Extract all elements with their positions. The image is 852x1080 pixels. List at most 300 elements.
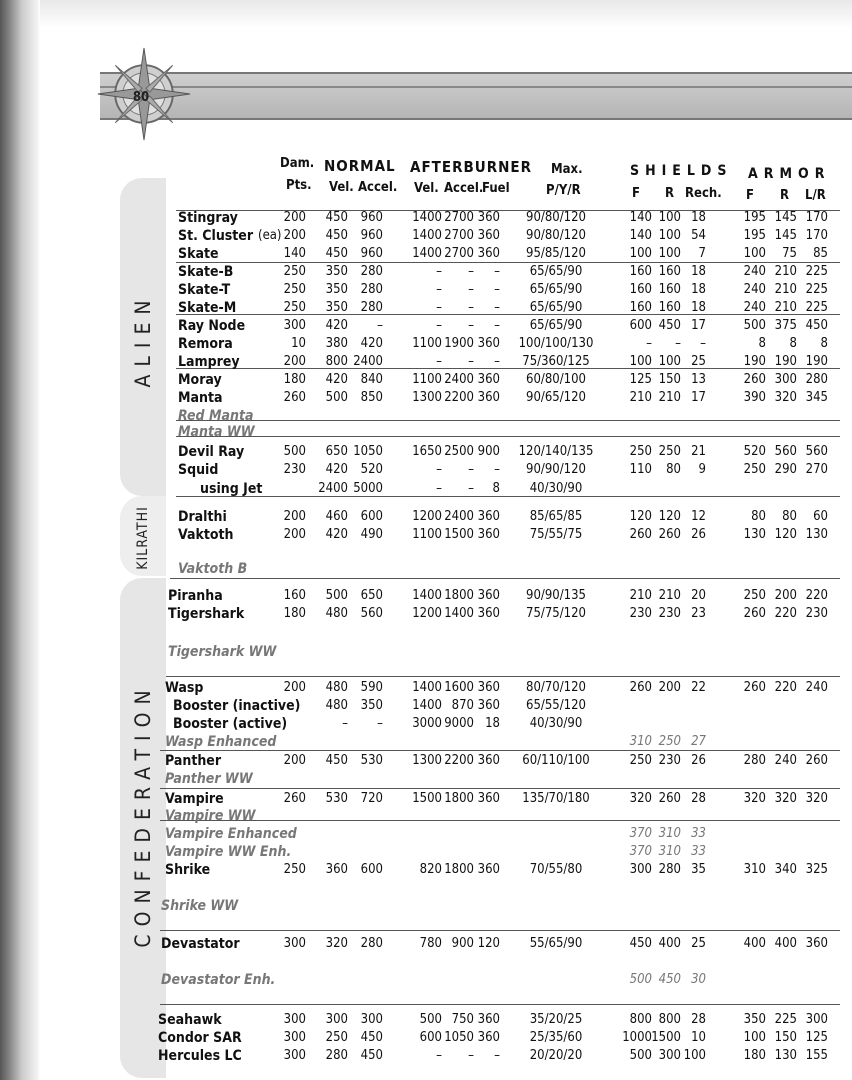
cell-vel: 650	[325, 444, 348, 459]
cell-ar: 190	[774, 354, 797, 369]
cell-af: 180	[743, 1048, 766, 1063]
cell-rech: 13	[691, 372, 706, 387]
cell-sf: 320	[629, 791, 652, 806]
cell-dam: 300	[283, 318, 306, 333]
ship-name: Wasp	[165, 680, 204, 696]
cell-sr: 280	[658, 862, 681, 877]
cell-vel: 530	[325, 791, 348, 806]
cell-af: 390	[743, 390, 766, 405]
cell-acc: 280	[360, 282, 383, 297]
cell-fuel: –	[494, 462, 500, 477]
cell-acc: 490	[360, 527, 383, 542]
cell-dam: 300	[283, 936, 306, 951]
cell-ar: 560	[774, 444, 797, 459]
ship-name: Manta	[178, 390, 223, 406]
cell-vel: 360	[325, 862, 348, 877]
cell-acc: 850	[360, 390, 383, 405]
cell-vel: 350	[325, 282, 348, 297]
ship-name: Shrike	[165, 862, 211, 878]
cell-vel: 420	[325, 318, 348, 333]
cell-abv: 1650	[412, 444, 442, 459]
cell-dam: 200	[283, 509, 306, 524]
section-label-alien: ALIEN	[131, 292, 155, 388]
cell-acc: 2400	[353, 354, 383, 369]
cell-abv: 3000	[412, 716, 442, 731]
cell-af: 130	[743, 527, 766, 542]
cell-max: 65/55/120	[526, 698, 586, 713]
cell-ar: 400	[774, 936, 797, 951]
cell-alr: 345	[805, 390, 828, 405]
header-bar	[100, 72, 852, 120]
cell-af: 400	[743, 936, 766, 951]
cell-fuel: –	[494, 1048, 500, 1063]
ship-name: Vampire Enhanced	[165, 826, 297, 842]
cell-alr: 280	[805, 372, 828, 387]
cell-dam: 180	[283, 372, 306, 387]
cell-fuel: 360	[477, 336, 500, 351]
cell-af: 320	[743, 791, 766, 806]
cell-rech: 12	[691, 509, 706, 524]
cell-ar: 220	[774, 680, 797, 695]
cell-abv: 1400	[412, 210, 442, 225]
cell-abv: 1300	[412, 753, 442, 768]
cell-acc: 280	[360, 936, 383, 951]
cell-dam: 200	[283, 680, 306, 695]
cell-aba: 2700	[444, 246, 474, 261]
cell-sr: 210	[658, 390, 681, 405]
cell-acc: 5000	[353, 481, 383, 496]
cell-aba: 1500	[444, 527, 474, 542]
cell-aba: 1800	[444, 791, 474, 806]
cell-vel: 500	[325, 390, 348, 405]
ship-name: Condor SAR	[158, 1030, 242, 1046]
cell-acc: 960	[360, 210, 383, 225]
cell-sr: 100	[658, 228, 681, 243]
cell-sr: 200	[658, 680, 681, 695]
cell-rech: 22	[691, 680, 706, 695]
cell-af: 280	[743, 753, 766, 768]
cell-max: 60/110/100	[522, 753, 590, 768]
row-divider	[176, 496, 840, 497]
cell-fuel: 900	[477, 444, 500, 459]
col-shield-f-header: F	[632, 186, 640, 201]
cell-rech: 27	[691, 734, 706, 749]
cell-fuel: 360	[477, 228, 500, 243]
cell-af: 240	[743, 264, 766, 279]
cell-dam: 300	[283, 1048, 306, 1063]
cell-abv: 500	[419, 1012, 442, 1027]
col-pts-header: Pts.	[286, 178, 312, 193]
cell-rech: 25	[691, 354, 706, 369]
ship-name: Wasp Enhanced	[165, 734, 277, 750]
row-divider	[160, 1004, 840, 1005]
cell-fuel: 360	[477, 791, 500, 806]
cell-sr: 210	[658, 588, 681, 603]
cell-ar: 300	[774, 372, 797, 387]
cell-alr: 450	[805, 318, 828, 333]
cell-abv: 1500	[412, 791, 442, 806]
cell-aba: 9000	[444, 716, 474, 731]
cell-sf: 250	[629, 753, 652, 768]
cell-max: 60/80/100	[526, 372, 586, 387]
cell-dam: 10	[291, 336, 306, 351]
cell-aba: 1800	[444, 862, 474, 877]
cell-max: 65/65/90	[529, 264, 583, 279]
cell-af: 350	[743, 1012, 766, 1027]
cell-sf: 300	[629, 862, 652, 877]
cell-dam: 180	[283, 606, 306, 621]
cell-rech: 54	[691, 228, 706, 243]
cell-aba: 2200	[444, 753, 474, 768]
cell-af: 500	[743, 318, 766, 333]
cell-sf: 160	[629, 300, 652, 315]
ship-name: Ray Node	[178, 318, 246, 334]
cell-rech: 23	[691, 606, 706, 621]
cell-acc: 280	[360, 300, 383, 315]
cell-sf: 450	[629, 936, 652, 951]
cell-rech: –	[700, 336, 706, 351]
cell-acc: 720	[360, 791, 383, 806]
cell-vel: 450	[325, 210, 348, 225]
cell-fuel: 360	[477, 753, 500, 768]
cell-aba: 900	[451, 936, 474, 951]
cell-fuel: 360	[477, 372, 500, 387]
cell-sf: 230	[629, 606, 652, 621]
cell-abv: –	[436, 264, 442, 279]
cell-vel: 450	[325, 753, 348, 768]
cell-max: 65/65/90	[529, 318, 583, 333]
section-label-kilrathi: KILRATHI	[135, 506, 151, 570]
cell-dam: 140	[283, 246, 306, 261]
cell-max: 65/65/90	[529, 282, 583, 297]
cell-fuel: 360	[477, 509, 500, 524]
cell-sr: 800	[658, 1012, 681, 1027]
cell-dam: 260	[283, 390, 306, 405]
cell-fuel: 360	[477, 1030, 500, 1045]
cell-fuel: 360	[477, 588, 500, 603]
cell-acc: 560	[360, 606, 383, 621]
cell-sf: 370	[629, 826, 652, 841]
cell-vel: 480	[325, 606, 348, 621]
cell-sr: 310	[658, 844, 681, 859]
ship-name: Remora	[178, 336, 233, 352]
cell-sf: 260	[629, 680, 652, 695]
cell-alr: 8	[820, 336, 828, 351]
cell-vel: 280	[325, 1048, 348, 1063]
cell-aba: –	[468, 1048, 474, 1063]
cell-dam: 500	[283, 444, 306, 459]
cell-abv: 1200	[412, 606, 442, 621]
cell-dam: 260	[283, 791, 306, 806]
cell-ar: 75	[782, 246, 797, 261]
ship-name: Panther	[165, 753, 222, 769]
cell-sf: 370	[629, 844, 652, 859]
cell-acc: 280	[360, 264, 383, 279]
cell-alr: 225	[805, 282, 828, 297]
cell-af: 260	[743, 372, 766, 387]
cell-sf: 160	[629, 282, 652, 297]
cell-dam: 250	[283, 264, 306, 279]
cell-aba: 2400	[444, 509, 474, 524]
ship-name: Hercules LC	[158, 1048, 242, 1064]
section-label-confederation: CONFEDERATION	[131, 682, 155, 948]
cell-alr: 190	[805, 354, 828, 369]
cell-dam: 200	[283, 753, 306, 768]
col-shield-r-header: R	[665, 186, 675, 201]
cell-sr: 450	[658, 318, 681, 333]
cell-rech: 35	[691, 862, 706, 877]
ship-name: Moray	[178, 372, 222, 388]
cell-max: 40/30/90	[529, 716, 583, 731]
cell-sr: 250	[658, 444, 681, 459]
cell-abv: 820	[419, 862, 442, 877]
col-armor-f-header: F	[746, 188, 754, 203]
cell-max: 20/20/20	[529, 1048, 583, 1063]
cell-vel: 480	[325, 680, 348, 695]
cell-rech: 30	[691, 972, 706, 987]
cell-vel: 350	[325, 264, 348, 279]
cell-rech: 21	[691, 444, 706, 459]
cell-max: 35/20/25	[529, 1012, 583, 1027]
cell-sr: 260	[658, 527, 681, 542]
cell-aba: 2400	[444, 372, 474, 387]
page-binding-shadow	[0, 0, 40, 1080]
cell-vel: –	[342, 716, 348, 731]
cell-abv: –	[436, 282, 442, 297]
cell-abv: 600	[419, 1030, 442, 1045]
ship-name: Devastator	[161, 936, 240, 952]
cell-sr: 160	[658, 300, 681, 315]
cell-aba: 1600	[444, 680, 474, 695]
cell-sr: 160	[658, 264, 681, 279]
cell-sr: 100	[658, 354, 681, 369]
cell-vel: 300	[325, 1012, 348, 1027]
cell-af: 250	[743, 588, 766, 603]
row-divider	[176, 420, 840, 421]
cell-dam: 300	[283, 1012, 306, 1027]
cell-vel: 420	[325, 527, 348, 542]
cell-af: 100	[743, 1030, 766, 1045]
cell-aba: –	[468, 300, 474, 315]
cell-af: 310	[743, 862, 766, 877]
cell-fuel: 120	[477, 936, 500, 951]
cell-ar: 80	[782, 509, 797, 524]
cell-alr: 85	[813, 246, 828, 261]
row-divider	[160, 750, 840, 751]
cell-ar: 130	[774, 1048, 797, 1063]
cell-alr: 240	[805, 680, 828, 695]
cell-vel: 420	[325, 372, 348, 387]
cell-fuel: 18	[485, 716, 500, 731]
cell-sf: 260	[629, 527, 652, 542]
cell-af: 240	[743, 300, 766, 315]
cell-max: 75/55/75	[529, 527, 583, 542]
cell-sf: 100	[629, 354, 652, 369]
cell-aba: 1900	[444, 336, 474, 351]
cell-ar: 210	[774, 300, 797, 315]
cell-acc: 960	[360, 228, 383, 243]
ship-name: Squid	[178, 462, 219, 478]
cell-sr: 250	[658, 734, 681, 749]
col-max-header: Max.	[551, 162, 583, 177]
cell-sf: 600	[629, 318, 652, 333]
cell-acc: 300	[360, 1012, 383, 1027]
cell-max: 70/55/80	[529, 862, 583, 877]
cell-af: 260	[743, 606, 766, 621]
cell-alr: 270	[805, 462, 828, 477]
cell-sr: 80	[666, 462, 681, 477]
cell-rech: 9	[698, 462, 706, 477]
row-divider	[166, 676, 840, 677]
cell-sf: 800	[629, 1012, 652, 1027]
cell-fuel: –	[494, 354, 500, 369]
cell-acc: –	[377, 318, 383, 333]
cell-alr: 170	[805, 210, 828, 225]
ship-name: Vaktoth B	[178, 561, 248, 577]
cell-dam: 230	[283, 462, 306, 477]
cell-alr: 320	[805, 791, 828, 806]
cell-alr: 560	[805, 444, 828, 459]
cell-aba: –	[468, 282, 474, 297]
ship-name: Dralthi	[178, 509, 227, 525]
ship-name: Piranha	[168, 588, 223, 604]
cell-sf: 210	[629, 588, 652, 603]
cell-rech: 18	[691, 210, 706, 225]
cell-acc: 1050	[353, 444, 383, 459]
col-armor-r-header: R	[780, 188, 790, 203]
cell-rech: 33	[691, 826, 706, 841]
cell-sf: 500	[629, 1048, 652, 1063]
ship-name: Skate-T	[178, 282, 231, 298]
col-rech-header: Rech.	[685, 186, 722, 201]
cell-aba: 2200	[444, 390, 474, 405]
cell-sf: 140	[629, 210, 652, 225]
cell-abv: 1200	[412, 509, 442, 524]
ship-name: Devastator Enh.	[161, 972, 276, 988]
cell-rech: 18	[691, 282, 706, 297]
cell-sf: 160	[629, 264, 652, 279]
cell-af: 100	[743, 246, 766, 261]
cell-sr: 230	[658, 606, 681, 621]
cell-abv: 1300	[412, 390, 442, 405]
ship-name: Seahawk	[158, 1012, 222, 1028]
cell-acc: 530	[360, 753, 383, 768]
cell-rech: 18	[691, 300, 706, 315]
cell-acc: –	[377, 716, 383, 731]
cell-rech: 25	[691, 936, 706, 951]
header-bar-line	[100, 86, 852, 88]
cell-sr: 310	[658, 826, 681, 841]
cell-sr: 230	[658, 753, 681, 768]
cell-af: 8	[758, 336, 766, 351]
cell-dam: 200	[283, 228, 306, 243]
cell-aba: –	[468, 318, 474, 333]
cell-aba: –	[468, 481, 474, 496]
cell-dam: 200	[283, 354, 306, 369]
cell-alr: 225	[805, 300, 828, 315]
cell-vel: 380	[325, 336, 348, 351]
cell-alr: 230	[805, 606, 828, 621]
cell-fuel: –	[494, 300, 500, 315]
cell-abv: 1400	[412, 698, 442, 713]
cell-aba: 750	[451, 1012, 474, 1027]
cell-ar: 220	[774, 606, 797, 621]
cell-abv: –	[436, 318, 442, 333]
cell-sf: 210	[629, 390, 652, 405]
cell-max: 90/90/120	[526, 462, 586, 477]
cell-aba: –	[468, 462, 474, 477]
cell-fuel: 360	[477, 862, 500, 877]
cell-rech: 10	[691, 1030, 706, 1045]
ship-name: Shrike WW	[161, 898, 239, 914]
cell-acc: 600	[360, 862, 383, 877]
cell-rech: 20	[691, 588, 706, 603]
cell-dam: 200	[283, 527, 306, 542]
cell-dam: 250	[283, 862, 306, 877]
cell-ar: 145	[774, 228, 797, 243]
cell-vel: 2400	[318, 481, 348, 496]
cell-abv: –	[436, 481, 442, 496]
row-divider	[170, 578, 840, 579]
ship-name: Vampire	[165, 791, 224, 807]
cell-acc: 450	[360, 1048, 383, 1063]
cell-dam: 160	[283, 588, 306, 603]
cell-alr: 170	[805, 228, 828, 243]
cell-max: 95/85/120	[526, 246, 586, 261]
cell-ar: 120	[774, 527, 797, 542]
col-armor-lr-header: L/R	[805, 188, 826, 203]
cell-sr: 450	[658, 972, 681, 987]
cell-sr: 120	[658, 509, 681, 524]
cell-acc: 420	[360, 336, 383, 351]
cell-alr: 125	[805, 1030, 828, 1045]
cell-acc: 590	[360, 680, 383, 695]
cell-fuel: 360	[477, 246, 500, 261]
cell-sr: 100	[658, 210, 681, 225]
cell-acc: 650	[360, 588, 383, 603]
cell-vel: 480	[325, 698, 348, 713]
row-divider	[160, 788, 840, 789]
cell-max: 90/90/135	[526, 588, 586, 603]
cell-fuel: 360	[477, 698, 500, 713]
cell-ar: 200	[774, 588, 797, 603]
cell-fuel: 360	[477, 527, 500, 542]
cell-fuel: 360	[477, 606, 500, 621]
cell-sf: 125	[629, 372, 652, 387]
cell-ar: 320	[774, 791, 797, 806]
ship-name: Vampire WW Enh.	[165, 844, 292, 860]
cell-af: 240	[743, 282, 766, 297]
ship-name: Skate-B	[178, 264, 234, 280]
cell-ar: 240	[774, 753, 797, 768]
cell-rech: 17	[691, 318, 706, 333]
cell-sr: 260	[658, 791, 681, 806]
cell-aba: 1400	[444, 606, 474, 621]
cell-acc: 840	[360, 372, 383, 387]
cell-alr: 360	[805, 936, 828, 951]
each-prefix: (ea)	[258, 228, 282, 243]
cell-ar: 225	[774, 1012, 797, 1027]
cell-max: 55/65/90	[529, 936, 583, 951]
cell-rech: 28	[691, 791, 706, 806]
cell-sf: 500	[629, 972, 652, 987]
col-shields-header: SHIELDS	[630, 163, 733, 179]
cell-alr: 60	[813, 509, 828, 524]
row-divider	[176, 436, 840, 437]
ship-name: Tigershark	[168, 606, 245, 622]
cell-ar: 210	[774, 282, 797, 297]
cell-af: 195	[743, 210, 766, 225]
